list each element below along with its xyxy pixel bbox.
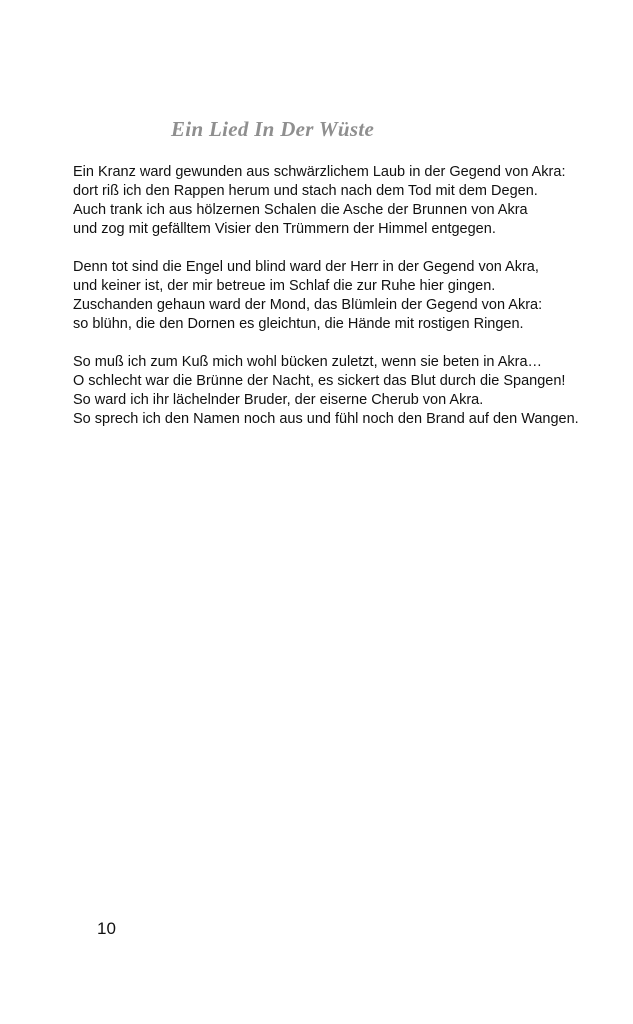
stanza-3 [73,353,593,429]
poem-line: O schlecht war die Brünne der Nacht, es sickert das Blut durch die Spangen! [73,373,566,389]
poem-line: So ward ich ihr lächelnder Bruder, der eiserne Cherub von Akra. [73,392,484,408]
stanza-2 [73,258,593,334]
poem-line: Denn tot sind die Engel und blind ward der Herr in der Gegend von Akra, [73,259,539,275]
poem-title: Ein Lied In Der Wüste [171,117,375,141]
poem-line: und zog mit gefälltem Visier den Trümmern der Himmel entgegen. [73,221,496,237]
poem-line: so blühn, die den Dornen es gleichtun, die Hände mit rostigen Ringen. [73,316,524,332]
poem-line: Auch trank ich aus hölzernen Schalen die Asche der Brunnen von Akra [73,202,528,218]
poem-line: Ein Kranz ward gewunden aus schwärzlichem Laub in der Gegend von Akra: [73,164,566,180]
stanza-1 [73,163,593,239]
poem-line: dort riß ich den Rappen herum und stach nach dem Tod mit dem Degen. [73,183,538,199]
poem-line: und keiner ist, der mir betreue im Schlaf die zur Ruhe hier gingen. [73,278,496,294]
page-number: 10 [97,919,116,938]
poem-line: Zuschanden gehaun ward der Mond, das Blümlein der Gegend von Akra: [73,297,543,313]
poem-line: So sprech ich den Namen noch aus und fühl noch den Brand auf den Wangen. [73,411,579,427]
poem-line: So muß ich zum Kuß mich wohl bücken zuletzt, wenn sie beten in Akra… [73,354,543,370]
